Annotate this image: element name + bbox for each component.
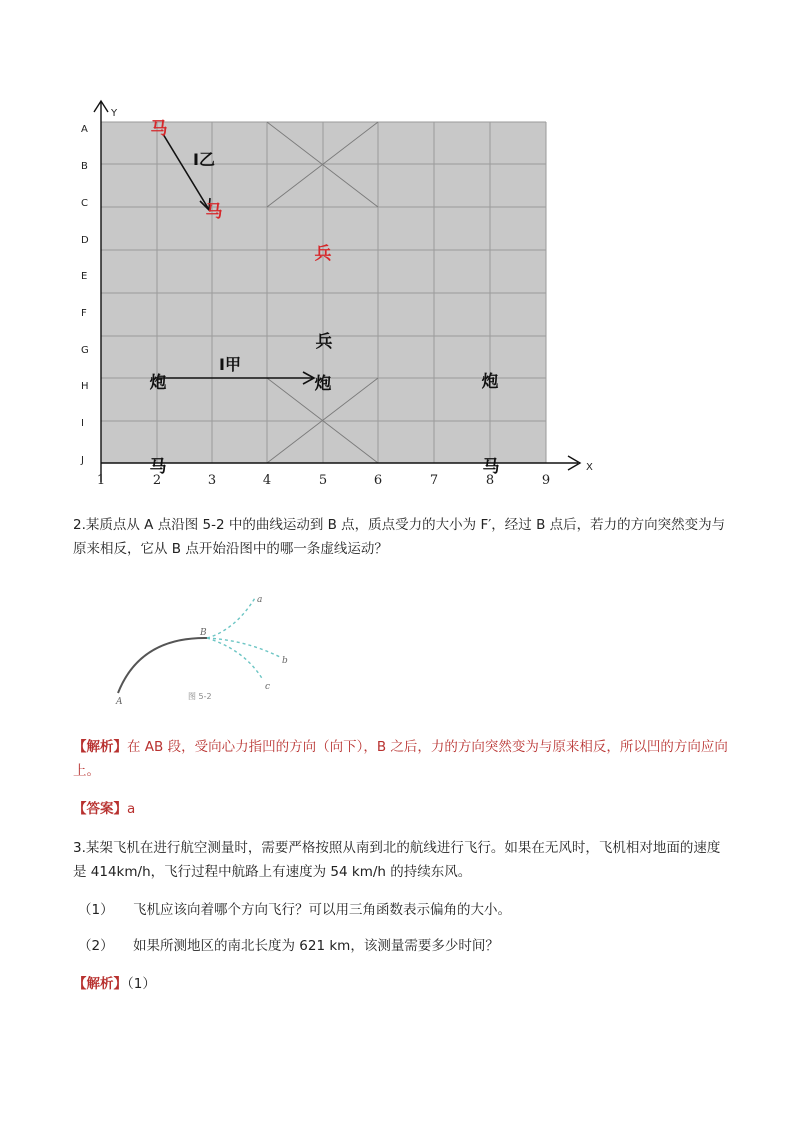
row-label-J: J <box>81 455 84 466</box>
row-label-G: G <box>81 345 89 356</box>
row-labels <box>80 124 89 466</box>
piece-ma-bottom-left: 马 <box>149 457 167 477</box>
q3-sub1-text: 飞机应该向着哪个方向飞行？可以用三角函数表示偏角的大小。 <box>133 902 511 918</box>
piece-ma-red-mid: 马 <box>205 202 223 222</box>
y-axis-label: Y <box>111 108 118 119</box>
col-label-7: 7 <box>429 473 439 488</box>
label-yi: I乙 <box>193 150 215 169</box>
chess-board-figure <box>0 0 794 500</box>
path-c-label: c <box>265 682 271 692</box>
analysis-tag: 【解析】 <box>73 739 127 755</box>
col-label-8: 8 <box>485 473 495 488</box>
row-label-D: D <box>81 235 89 246</box>
row-label-I: I <box>81 418 84 429</box>
figure-caption: 图 5-2 <box>188 692 212 701</box>
row-label-F: F <box>81 308 87 319</box>
point-b-label: B <box>200 628 207 638</box>
col-label-5: 5 <box>318 473 328 488</box>
piece-ma-bottom-right: 马 <box>482 457 500 477</box>
col-label-1: 1 <box>96 473 106 488</box>
q3-text: 3.某架飞机在进行航空测量时，需要严格按照从南到北的航线进行飞行。如果在无风时，飞机相对地面的速度是 414km/h，飞行过程中航路上有速度为 54 km/h 的持续东风。 <box>73 840 721 880</box>
piece-pao-left: 炮 <box>149 373 167 393</box>
q2-analysis: 【解析】在 AB 段，受向心力指凹的方向（向下），B 之后，力的方向突然变为与原来相反，所以凹的方向应向上。 <box>73 739 728 779</box>
answer-value: a <box>127 801 136 817</box>
piece-pao-right: 炮 <box>481 372 499 392</box>
col-label-4: 4 <box>262 473 272 488</box>
dashed-path-b <box>207 638 280 657</box>
q3-sub1-number: （1） <box>78 902 114 918</box>
piece-ma-red-top: 马 <box>150 119 168 139</box>
q2-answer <box>73 797 729 821</box>
label-jia: I甲 <box>219 355 241 374</box>
q3-sub2-text: 如果所测地区的南北长度为 621 km，该测量需要多少时间？ <box>133 938 499 954</box>
q2-text: 2.某质点从 A 点沿图 5-2 中的曲线运动到 B 点，质点受力的大小为 F′，经过 B 点后，若力的方向突然变为与原来相反，它从 B 点开始沿图中的哪一条虚线运动？ <box>73 517 726 557</box>
col-label-2: 2 <box>152 473 162 488</box>
col-label-3: 3 <box>207 473 217 488</box>
path-a-label: a <box>257 595 263 605</box>
dashed-path-a <box>207 598 255 638</box>
answer-tag: 【答案】 <box>73 801 127 817</box>
piece-bing-red: 兵 <box>314 244 332 264</box>
piece-bing-black: 兵 <box>315 332 333 352</box>
point-a-label: A <box>116 697 123 707</box>
path-b-label: b <box>282 656 288 666</box>
row-label-H: H <box>81 381 89 392</box>
row-label-C: C <box>81 198 88 209</box>
q3-analysis: 【解析】（1） <box>73 976 156 992</box>
curve-ab <box>118 638 207 693</box>
analysis-tag: 【解析】 <box>73 976 127 992</box>
col-label-6: 6 <box>373 473 383 488</box>
row-label-E: E <box>81 271 88 282</box>
q3-sub2-number: （2） <box>78 938 114 954</box>
piece-pao-center: 炮 <box>314 374 332 394</box>
dashed-path-c <box>207 638 263 680</box>
row-label-B: B <box>81 161 88 172</box>
figure-5-2 <box>100 585 320 710</box>
col-label-9: 9 <box>541 473 551 488</box>
x-axis-label: X <box>586 462 593 473</box>
row-label-A: A <box>81 124 88 135</box>
